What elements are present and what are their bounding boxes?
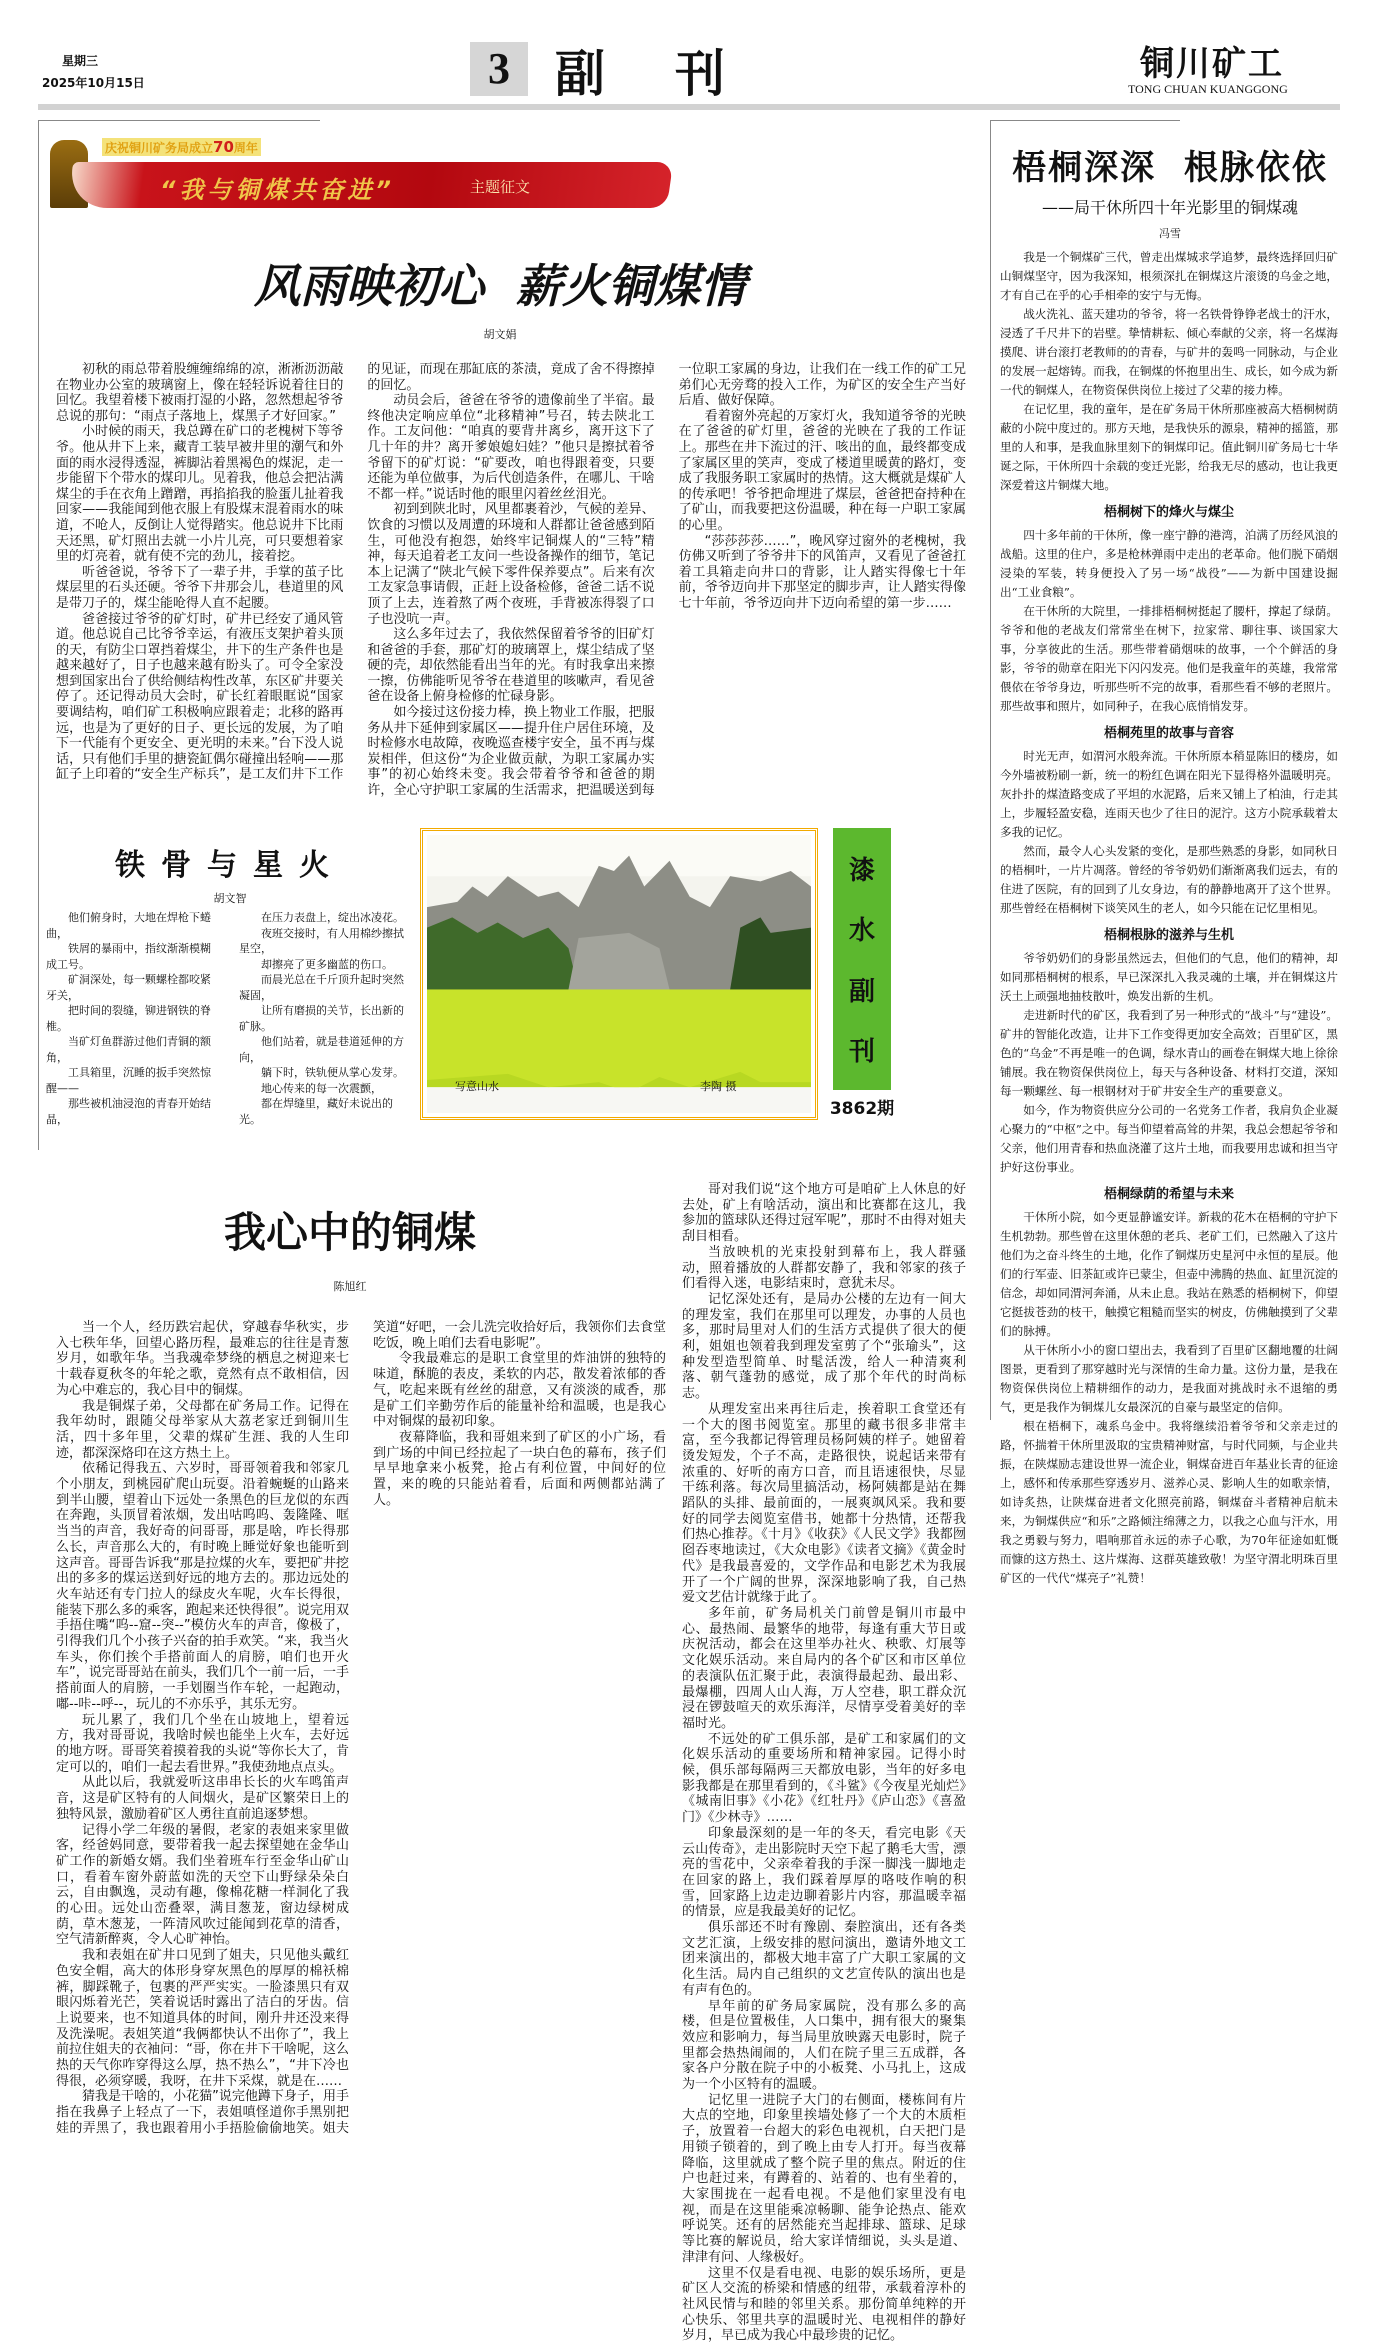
header-divider (38, 104, 1340, 110)
paragraph: 爸爸接过爷爷的矿灯时，矿井已经安了通风管道。他总说自己比爷爷幸运，有液压支架护着头顶的天，有防尘口罩挡着煤尘，井下的生产条件也是越来越好了，日子也越来越有盼头了。可令全家没想到国家出台了供给侧结构性改革，东区矿井要关停了。还记得动员大会时，矿长红着眼眶说“国家要调结构，咱们矿工积极响应跟着走；北移的路再远，也是为了更好的日子、更长远的发展，为了咱下一代能有个更安全、更光明的未来。”台下没人说话，只有他们手里的搪瓷缸偶尔碰撞出轻响——那缸子上印着的“安全生产标兵”，是工友们井下工作的见证，而现在那缸底的茶渍，竟成了舍不得擦掉的回忆。 (56, 362, 655, 783)
paragraph: 记忆深处还有，是局办公楼的左边有一间大的理发室，我们在那里可以理发，办事的人员也多，那时局里对人们的生活方式提供了很大的便利，姐姐也领着我到理发室剪了个“张瑜头”，这种发型造型简单、时髦活泼，给人一种清爽利落、朝气蓬勃的感觉，成了那个年代的时尚标志。 (682, 1291, 966, 1402)
supplement-nameplate (833, 828, 891, 1090)
paragraph: 玩儿累了，我们几个坐在山坡地上，望着远方，我对哥哥说，我啥时候也能坐上火车，去好远的地方呀。哥哥笑着摸着我的头说“等你长大了，肯定可以的，咱们一起去看世界。”我使劲地点点头。 (56, 1712, 349, 1775)
article-author: 冯雪 (1159, 227, 1181, 240)
article-title: 我心中的铜煤 (223, 1208, 476, 1257)
paragraph: 在压力表盘上，绽出冰凌花。 (261, 911, 404, 924)
photo-credit: 李陶 摄 (700, 1080, 737, 1093)
paragraph: 他们俯身时，大地在焊枪下蜷曲， (46, 911, 211, 940)
article-author: 陈旭红 (333, 1280, 367, 1293)
section-heading: 梧桐绿荫的希望与未来 (1103, 1187, 1234, 1202)
frame-line (990, 120, 991, 1420)
paragraph: 让所有磨损的关节，长出新的矿脉。 (239, 1004, 404, 1033)
paragraph: 初到到陕北时，风里都裹着沙，气候的差异、饮食的习惯以及周遭的环境和人群都让爸爸感到陌生，可他没有抱怨，始终牢记铜煤人的“三特”精神，每天追着老工友问一些设备操作的细节，笔记本上记满了“陕北气候下零件保养要点”。后来有次工友家急事请假，正赶上设备检修，爸爸二话不说顶了上去，连着熬了两个夜班，手背被冻得裂了口子也没吭一声。 (367, 502, 655, 627)
paragraph: 印象最深刻的是一年的冬天，看完电影《天云山传奇》，走出影院时天空下起了鹅毛大雪，漂亮的雪花中，父亲牵着我的手深一脚浅一脚地走在回家的路上，我们踩着厚厚的咯吱作响的积雪，回家路上边走边聊着影片内容，那温暖幸福的情景，应是我最美好的记忆。 (682, 1825, 966, 1920)
paragraph: 四十多年前的干休所，像一座宁静的港湾，泊满了历经风浪的战船。这里的住户，多是枪林弹雨中走出的老革命。他们脱下硝烟浸染的军装，转身便投入了另一场“战役”——为新中国建设掘出“工业食粮”。 (1000, 528, 1338, 599)
paragraph: 而晨光总在千斤顶升起时突然凝固， (239, 973, 404, 1002)
paragraph: 哥对我们说“这个地方可是咱矿上人休息的好去处，矿上有啥活动，演出和比赛都在这儿，我参加的篮球队还得过冠军呢”，那时不由得对姐夫刮目相看。 (682, 1182, 966, 1245)
landscape-photo (420, 828, 818, 1120)
section-name: 副刊 (555, 46, 795, 102)
theme-banner (50, 132, 670, 212)
theme-subtitle: 主题征文 (470, 178, 531, 196)
paragraph: 令我最难忘的是职工食堂里的炸油饼的独特的味道，酥脆的表皮，柔软的内芯，散发着浓郁的香气，吃起来既有丝丝的甜意，又有淡淡的咸香，那是矿工们辛勤劳作后的能量补给和温暖，也是我心中对铜煤的最初印象。 (373, 1351, 666, 1430)
paragraph: 爷爷奶奶们的身影虽然远去，但他们的气息，他们的精神，却如同那梧桐树的根系，早已深深扎入我灵魂的土壤，并在铜煤这片沃土上顽强地抽枝散叶，焕发出新的生机。 (1000, 951, 1338, 1003)
paragraph: 躺下时，铁轨便从掌心发芽。 (261, 1066, 404, 1079)
paragraph: 当一个人，经历跌宕起伏，穿越春华秋实，步入七秩年华，回望心路历程，最难忘的往往是青葱岁月，如歌年华。当我魂牵梦绕的栖息之树迎来七十载春夏秋冬的年轮之歌，竟然有点不敢相信，因为心中难忘的，我心目中的铜煤。 (56, 1320, 349, 1398)
paragraph: 从干休所小小的窗口望出去，我看到了百里矿区翻地覆的壮阔图景，更看到了那穿越时光与深情的生命力量。这份力量，是我在物资保供岗位上精耕细作的动力，是我面对挑战时永不退缩的勇气，更是我作为铜煤儿女最深沉的自豪与最坚定的信仰。 (1000, 1343, 1338, 1414)
article-subtitle: ——局干休所四十年光影里的铜煤魂 (1041, 198, 1298, 217)
page-number: 3 (470, 42, 528, 96)
paragraph: 他们站着，就是巷道延伸的方向， (239, 1035, 404, 1064)
paragraph: 这里不仅是看电视、电影的娱乐场所，更是矿区人交流的桥梁和情感的纽带，承载着淳朴的社风民情与和睦的邻里关系。那份简单纯粹的开心快乐、邻里共享的温暖时光、电视相伴的静好岁月，早已成为我心中最珍贵的记忆。 (682, 2265, 966, 2344)
paragraph: 猜我是干啥的，小花猫”说完他蹲下身子，用手指在我鼻子上轻点了一下，表姐嗔怪道你手黑别把娃的弄黑了，我也跟着用小手捂脸偷偷地笑。姐夫笑道“好吧，一会儿洗完收拾好后，我领你们去食堂吃饭，晚上咱们去看电影呢”。 (56, 1320, 666, 2136)
paragraph: 听爸爸说，爷爷下了一辈子井，手掌的茧子比煤层里的石头还硬。爷爷下井那会儿，巷道里的风是带刀子的，煤尘能呛得人直不起腰。 (56, 564, 344, 611)
paragraph: 那些被机油浸泡的青春开始结晶， (46, 1097, 211, 1126)
nameplate-char: 水 (848, 916, 875, 947)
paragraph: 我是一个铜煤矿三代，曾走出煤城求学追梦，最终选择回归矿山铜煤坚守，因为我深知，根须深扎在铜煤这片滚烫的乌金之地，才有自己在乎的心手相牵的安宁与无悔。 (1000, 250, 1338, 302)
article-body (56, 1320, 666, 2140)
paragraph: 初秋的雨总带着股缠缠绵绵的凉，淅淅沥沥敲在物业办公室的玻璃窗上，像在轻轻诉说着往日的回忆。我望着楼下被雨打湿的小路，忽然想起爷爷总说的那句：“雨点子落地上，煤黑子才好回家。” (56, 362, 344, 424)
anniversary-tag: 庆祝铜川矿务局成立70周年 (102, 138, 261, 156)
paragraph: 在记忆里，我的童年，是在矿务局干休所那座被高大梧桐树荫蔽的小院中度过的。那方天地，是我快乐的源泉，精神的摇篮，那里的人和事，是我血脉里刻下的铜煤印记。值此铜川矿务局七十华诞之际，干休所四十余载的变迁光影，给我无尽的感动，也让我更深爱着这片铜煤大地。 (1000, 402, 1338, 492)
paragraph: 如今，作为物资供应分公司的一名党务工作者，我肩负企业凝心聚力的“中枢”之中。每当仰望着高耸的井架，我总会想起爷爷和父亲，他们用青春和热血浇灌了这片土地，而我要用忠诚和担当守护好这份事业。 (1000, 1103, 1338, 1174)
stone-forest-lake-image (427, 835, 811, 1113)
paragraph: 夜幕降临，我和哥姐来到了矿区的小广场，看到广场的中间已经拉起了一块白色的幕布，孩子们早早地拿来小板凳，抢占有利位置，中间好的位置，来的晚的只能站着看，后面和两侧都站满了人。 (373, 1429, 666, 1508)
article-author: 胡文娟 (483, 328, 517, 341)
paragraph: 从理发室出来再往后走，挨着职工食堂还有一个大的图书阅览室。那里的藏书很多非常丰富，至今我都记得管理员杨阿姨的样子。她留着烫发短发，个子不高，走路很快，说起话来带有浓重的、好听的南方口音，而且语速很快，尽显干练利落。每次局里搞活动，杨阿姨都是站在舞蹈队的头排、最前面的，一展爽飒风采。我和要好的同学去阅览室借书，她都十分热情，还帮我们热心推荐。《十月》《收获》《人民文学》我都囫囵吞枣地读过，《大众电影》《读者文摘》《黄金时代》是我最喜爱的，文学作品和电影艺术为我展开了一个广阔的世界，深深地影响了我，自己热爱文艺估计就缘于此了。 (682, 1401, 966, 1606)
poem-title: 铁骨与星火 (115, 848, 345, 883)
paragraph: 都在焊缝里，藏好未说出的光。 (239, 1097, 393, 1126)
photo-caption: 写意山水 (455, 1080, 499, 1093)
paragraph: 看着窗外亮起的万家灯火，我知道爷爷的光映在了爸爸的矿灯里，爸爸的光映在了我的工作证上。那些在井下流过的汗、咳出的血，最终都变成了家属区里的笑声，变成了楼道里暖黄的路灯，变成了我服务职工家属时的热情。这大概就是煤矿人的传承吧！爷爷把命埋进了煤层，爸爸把奋持种在了矿山，而我要把这份温暖，种在每一户职工家属的心里。 (678, 408, 966, 533)
paragraph: 不远处的矿工俱乐部，是矿工和家属们的文化娱乐活动的重要场所和精神家园。记得小时候，俱乐部每隔两三天都放电影，当年的好多电影我都是在那里看到的，《斗鲨》《今夜星光灿烂》《城南旧事》《小花》《红牡丹》《庐山恋》《喜盈门》《少林寺》…… (682, 1731, 966, 1826)
paragraph: 当放映机的光束投射到幕布上，我人群骚动，照着播放的人群都安静了，我和邻家的孩子们看得入迷，电影结束时，意犹未尽。 (682, 1244, 966, 1292)
paragraph: 当矿灯鱼群游过他们青铜的额角， (46, 1035, 211, 1064)
paragraph: 时光无声，如渭河水般奔流。干休所原本稍显陈旧的楼房，如今外墙被粉刷一新，统一的粉红色调在阳光下显得格外温暖明亮。灰扑扑的煤渣路变成了平坦的水泥路，后来又铺上了柏油，行走其上，步履轻盈安稳，连雨天也少了往日的泥泞。这方小院承载着太多我的记忆。 (1000, 749, 1338, 839)
paragraph: 矿洞深处，每一颗螺栓都咬紧牙关， (46, 973, 211, 1002)
nameplate-char: 漆 (848, 855, 875, 886)
masthead-english: TONG CHUAN KUANGGONG (1128, 82, 1288, 96)
frame-line (38, 120, 39, 1150)
frame-line (990, 120, 1180, 121)
paragraph: 把时间的裂缝，铆进钢铁的脊椎。 (46, 1004, 211, 1033)
masthead-logo: 铜川矿工 (1140, 44, 1284, 84)
paragraph: 铁屑的暴雨中，指纹渐渐模糊成工号。 (46, 942, 211, 971)
article-title: 风雨映初心 薪火铜煤情 (253, 259, 747, 313)
paragraph: 记忆里一进院子大门的右侧面，楼栋间有片大点的空地，印象里挨墙处修了一个大的木质柜子，放置着一台超大的彩色电视机，白天把门是用锁子锁着的，到了晚上由专人打开。每当夜幕降临，这里就成了整个院子里的焦点。附近的住户也赶过来，有蹲着的、站着的、也有坐着的，大家围拢在一起看电视。不是他们家里没有电视，而是在这里能乘凉畅聊、能争论热点、能欢呼说笑。还有的居然能充当起排球、篮球、足球等比赛的解说员，给大家详情细说，头头是道、津津有问、人缘极好。 (682, 2092, 966, 2265)
paragraph: 夜班交接时，有人用棉纱擦拭星空， (239, 926, 404, 955)
paragraph: 地心传来的每一次震颤， (261, 1081, 382, 1095)
paragraph: 战火洗礼、蓝天建功的爷爷，将一名铁骨铮铮老战士的汗水，浸透了千尺井下的岩壁。挚情耕耘、倾心奉献的父亲，将一名煤海摸爬、讲台滚打老教师的的青春，与矿井的轰鸣一同脉动，与企业的发展一起熔铸。而我，在铜煤的怀抱里出生、成长，如今成为新一代的铜煤人，在物资保供岗位上接过了父辈的接力棒。 (1000, 307, 1338, 397)
paragraph: 早年前的矿务局家属院，没有那么多的高楼，但是位置极佳，人口集中，拥有很大的聚集效应和影响力，每当局里放映露天电影时，院子里都会热热闹闹的，人们在院子里三五成群，各家各户分散在院子中的小板凳、小马扎上，这成为一个小区特有的温暖。 (682, 1998, 966, 2093)
paragraph: 依稀记得我五、六岁时，哥哥领着我和邻家几个小朋友，到桃园矿爬山玩耍。沿着蜿蜒的山路来到半山腰，望着山下远处一条黑色的巨龙似的东西在奔跑，头顶冒着浓烟，发出咕呜呜、轰隆隆、哐当当的声音，我好奇的问哥哥，那是啥，咋长得那么长，声音那么大的，有时晚上睡觉好象也能听到这声音。哥哥告诉我“那是拉煤的火车，要把矿井挖出的多多的煤运送到好远的地方去的。那边远处的火车站还有专门拉人的绿皮火车呢，火车长得很，能装下那么多的乘客，跑起来还快得很”。说完用双手捂住嘴“呜--窟--突--”模仿火车的声音，像极了，引得我们几个小孩子兴奋的拍手欢笑。“来，我当火车头，你们挨个手搭前面人的肩膀，咱们也开火车”，说完哥哥站在前头，我们几个一前一后，一手搭前面人的肩膀，一手划圈当作车轮，一起跑动，嘟--咔--呼--，玩儿的不亦乐乎，其乐无穷。 (56, 1461, 349, 1712)
poem-author: 胡文智 (213, 892, 247, 905)
paragraph: 在干休所的大院里，一排排梧桐树挺起了腰杆，撑起了绿荫。爷爷和他的老战友们常常坐在树下，拉家常、聊往事、谈国家大事，分享彼此的生活。那些带着硝烟味的故事，一个个鲜活的身影，爷爷的勋章在阳光下闪闪发亮。他们是我童年的英雄，我常常偎依在爷爷身边，听那些听不完的故事，看那些看不够的老照片。那些故事和照片，如同种子，在我心底悄悄发芽。 (1000, 604, 1338, 713)
section-heading: 梧桐根脉的滋养与生机 (1103, 928, 1234, 943)
paragraph: 却擦亮了更多幽蓝的伤口。 (261, 957, 393, 971)
article-title: 梧桐深深 根脉依依 (1012, 148, 1328, 188)
paragraph: 我和表姐在矿井口见到了姐夫，只见他头戴红色安全帽，高大的体形身穿灰黑色的厚厚的棉袄棉裤，脚踩靴子，包裹的严严实实。一脸漆黑只有双眼闪烁着光芒，笑着说话时露出了洁白的牙齿。信上说要来，也不知道具体的时间，刚升井还没来得及洗澡呢。表姐笑道“我俩都快认不出你了”，我上前拉住姐夫的衣袖问：“哥，你在井下干啥呢，这么热的天气你咋穿得这么厚，热不热么”，“井下冷也得很，必须穿暖，我呀，在井下采煤，就是在…… (56, 1948, 349, 2089)
issue-date: 2025年10月15日 (42, 76, 145, 90)
theme-title: “我与铜煤共奋进” (160, 176, 395, 204)
paragraph: 我是铜煤子弟，父母都在矿务局工作。记得在我年幼时，跟随父母举家从大荔老家迁到铜川生活，四十多年里，父辈的煤矿生涯、我的人生印迹，都深深烙印在这方热土上。 (56, 1398, 349, 1461)
section-heading: 梧桐苑里的故事与音容 (1103, 726, 1234, 741)
issue-number: 3862期 (829, 1099, 895, 1119)
paragraph: 如今接过这份接力棒，换上物业工作服，把服务从井下延伸到家属区——提升住户居住环境，及时检修水电故障，夜晚巡查楼宇安全，虽不再与煤炭相伴，但这份“为企业做贡献，为职工家属办实事”的初心始终未变。我会带着爷爷和爸爸的期许，全心守护职工家属的生活需求，把温暖送到每一位职工家属的身边，让我们在一线工作的矿工兄弟们心无旁骛的投入工作，为矿区的安全生产当好后盾、做好保障。 (367, 362, 966, 799)
paragraph: 工具箱里，沉睡的扳手突然惊醒—— (46, 1066, 211, 1095)
weekday: 星期三 (62, 54, 99, 68)
paragraph: 干休所小院，如今更显静谧安详。新栽的花木在梧桐的守护下生机勃勃。那些曾在这里休憩的老兵、老矿工们，已然融入了这片他们为之奋斗终生的土地，化作了铜煤历史星河中永恒的星辰。他们的行军壶、旧茶缸或许已蒙尘，但壶中沸腾的热血、缸里沉淀的信念，却如同渭河奔涌，从未止息。我站在熟悉的梧桐树下，仰望它挺拔苍劲的枝干，触摸它粗糙而坚实的树皮，仿佛触摸到了父辈们的脉搏。 (1000, 1210, 1338, 1338)
paragraph: 走进新时代的矿区，我看到了另一种形式的“战斗”与“建设”。矿井的智能化改造，让井下工作变得更加安全高效；百里矿区，黑色的“乌金”不再是唯一的色调，绿水青山的画卷在铜煤大地上徐徐铺展。我在物资保供岗位上，每天与各种设备、材料打交道，深知每一颗螺丝、每一根钢材对于矿井安全生产的重要意义。 (1000, 1008, 1338, 1098)
frame-line (38, 120, 320, 121)
poem-body (46, 910, 412, 1127)
paragraph: 小时候的雨天，我总蹲在矿口的老槐树下等爷爷。他从井下上来，藏青工装早被井里的潮气和外面的雨水浸得透湿，裤脚沾着黑褐色的煤泥，走一步能留下个带水的煤印儿。见着我，他总会把沾满煤尘的手在衣角上蹭蹭，再掐掐我的脸蛋儿扯着我回家——我能闻到他衣服上有股煤末混着雨水的味道，不呛人，反倒让人觉得踏实。他总说井下比雨天还黑，矿灯照出去就一小片儿亮，可只要想着家里的灯亮着，就有使不完的劲儿，接着挖。 (56, 424, 344, 565)
article-body (56, 362, 966, 802)
paragraph: 动员会后，爸爸在爷爷的遗像前坐了半宿。最终他决定响应单位“北移精神”号召，转去陕北工作。工友问他：“咱真的要背井离乡，离开这下了几十年的井？离开爹娘媳妇娃？”他只是擦拭着爷爷留下的矿灯说：“矿要改，咱也得跟着变，只要还能为单位做事，为后代创造条件，在哪儿、干啥不都一样。”说话时他的眼里闪着丝丝泪光。 (367, 393, 655, 502)
nameplate-char: 副 (848, 976, 875, 1007)
paragraph: 根在梧桐下，魂系乌金中。我将继续沿着爷爷和父亲走过的路，怀揣着干休所里汲取的宝贵精神财富，与时代同频，与企业共振，在陕煤励志建设世界一流企业，铜煤奋进百年基业长青的征途上，感怀和传承那些穿透岁月、滋养心灵、影响人生的如歌亲情，如诗炙热，让陕煤奋进者文化照亮前路，铜煤奋斗者精神启航未来，为铜煤供应“和乐”之路倾注绵薄之力，以我之心血与汗水，用我之勇毅与努力，唱响那首永远的赤子心歌，为70年征途如虹慨而慷的这方热土、这片煤海、这群英雄致敬！为坚守渭北明珠百里矿区的一代代“煤亮子”礼赞！ (1000, 1419, 1338, 1585)
paragraph: 多年前，矿务局机关门前曾是铜川市最中心、最热闹、最繁华的地带，每逢有重大节日或庆祝活动，都会在这里举办社火、秧歌、灯展等文化娱乐活动。来自局内的各个矿区和市区单位的表演队伍汇聚于此，表演得最起劲、最出彩、最爆棚，四周人山人海，万人空巷，职工群众沉浸在锣鼓喧天的欢乐海洋，尽情享受着美好的幸福时光。 (682, 1605, 966, 1731)
article-body-continued (682, 1182, 966, 2344)
nameplate-char: 刊 (848, 1037, 875, 1068)
paragraph: “莎莎莎莎……”，晚风穿过窗外的老槐树，我仿佛又听到了爷爷井下的风笛声，又看见了爸爸扛着工具箱走向井口的背影，让人踏实得像七十年前，爷爷迈向井下那坚定的脚步声，让人踏实得像七十年前，爷爷迈向井下迈向希望的第一步…… (678, 533, 966, 611)
paragraph: 然而，最令人心头发紧的变化，是那些熟悉的身影，如同秋日的梧桐叶，一片片凋落。曾经的爷爷奶奶们渐渐离我们远去，有的住进了医院，有的回到了儿女身边，有的静静地离开了这个世界。那些曾经在梧桐树下谈笑风生的老人，如今只能在记忆里相见。 (1000, 844, 1338, 915)
paragraph: 从此以后，我就爱听这串串长长的火车鸣笛声音，这是矿区特有的人间烟火，是矿区繁荣日上的独特风景，激励着矿区人勇往直前追逐梦想。 (56, 1775, 349, 1822)
paragraph: 记得小学二年级的暑假，老家的表姐来家里做客，经爸妈同意，要带着我一起去探望她在金华山矿工作的新婚女婿。我们坐着班车行至金华山矿山口，看着车窗外蔚蓝如洗的天空下山野绿朵朵白云，自由飘逸，灵动有趣，像棉花糖一样洞化了我的心田。远处山峦叠翠，满目葱茏，窗边绿树成荫，草木葱茏，一阵清风吹过能闻到花草的清香，空气清新醉爽，令人心旷神怡。 (56, 1822, 349, 1948)
paragraph: 这么多年过去了，我依然保留着爷爷的旧矿灯和爸爸的手套，那矿灯的玻璃罩上，煤尘结成了坚硬的壳，却依然能看出当年的光。有时我拿出来擦一擦，仿佛能听见爷爷在巷道里的咳嗽声，看见爸爸在设备上俯身检修的忙碌身影。 (367, 627, 655, 705)
section-heading: 梧桐树下的烽火与煤尘 (1103, 505, 1234, 520)
paragraph: 俱乐部还不时有豫剧、秦腔演出，还有各类文艺汇演，上级安排的慰问演出，邀请外地文工团来演出的，都极大地丰富了广大职工家属的文化生活。局内自己组织的文艺宣传队的演出也是有声有色的。 (682, 1920, 966, 1998)
article-body (1000, 248, 1338, 1588)
